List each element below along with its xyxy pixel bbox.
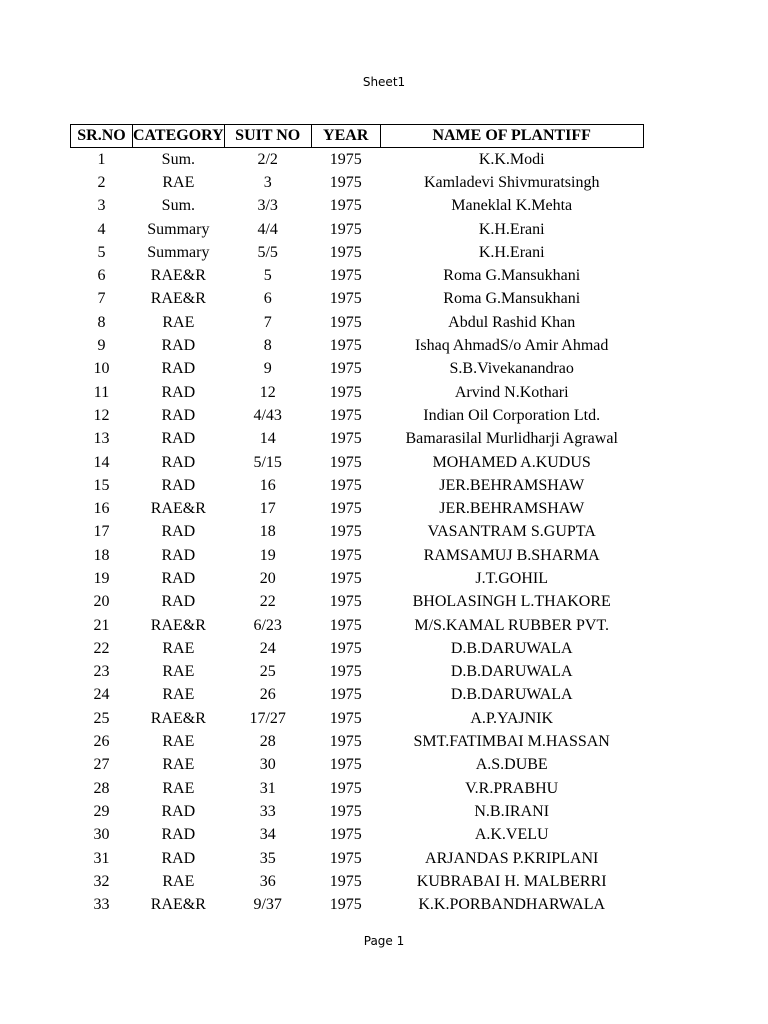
cell-category: RAD — [161, 360, 196, 378]
cell-plaintiff-name: D.B.DARUWALA — [450, 663, 573, 681]
cell-suit-no: 6/23 — [253, 616, 282, 634]
table-row — [71, 730, 644, 753]
cell-year: 1975 — [329, 872, 362, 890]
cell-category: Sum. — [161, 197, 196, 215]
cell-plaintiff-name: K.K.PORBANDHARWALA — [418, 896, 606, 914]
cell-suit-no: 3/3 — [257, 197, 278, 215]
table-row — [71, 311, 644, 334]
cell-plaintiff-name: Indian Oil Corporation Ltd. — [423, 406, 601, 424]
cell-plaintiff-name: A.S.DUBE — [475, 756, 548, 774]
cell-category: RAE&R — [150, 290, 206, 308]
cell-suit-no: 18 — [259, 523, 276, 541]
cell-plaintiff-name: Ishaq AhmadS/o Amir Ahmad — [415, 337, 609, 355]
cell-category: RAE — [162, 733, 195, 751]
cell-year: 1975 — [329, 453, 362, 471]
table-row — [71, 591, 644, 614]
cell-year: 1975 — [329, 546, 362, 564]
cell-year: 1975 — [329, 686, 362, 704]
cell-plaintiff-name: Roma G.Mansukhani — [443, 267, 581, 285]
cell-suit-no: 5/15 — [253, 453, 282, 471]
table-row — [71, 451, 644, 474]
cell-year: 1975 — [329, 779, 362, 797]
table-row — [71, 404, 644, 427]
cell-suit-no: 17/27 — [249, 709, 286, 727]
cell-year: 1975 — [329, 639, 362, 657]
cell-suit-no: 9 — [263, 360, 272, 378]
cell-plaintiff-name: D.B.DARUWALA — [450, 686, 573, 704]
cell-plaintiff-name: BHOLASINGH L.THAKORE — [412, 593, 611, 611]
cell-category: RAE&R — [150, 267, 206, 285]
cell-year: 1975 — [329, 756, 362, 774]
cell-category: RAD — [161, 453, 196, 471]
cell-sr-no: 24 — [93, 686, 110, 704]
cell-plaintiff-name: Roma G.Mansukhani — [443, 290, 581, 308]
table-row — [71, 288, 644, 311]
cell-category: RAE — [162, 756, 195, 774]
cell-sr-no: 10 — [93, 360, 110, 378]
cell-category: Sum. — [161, 150, 196, 168]
cell-suit-no: 4/4 — [257, 220, 278, 238]
cell-category: Summary — [147, 243, 210, 261]
cell-plaintiff-name: K.H.Erani — [478, 220, 545, 238]
cell-suit-no: 4/43 — [253, 406, 282, 424]
cell-year: 1975 — [329, 896, 362, 914]
cell-sr-no: 32 — [93, 872, 110, 890]
cell-plaintiff-name: Maneklal K.Mehta — [451, 197, 573, 215]
cell-sr-no: 4 — [97, 220, 106, 238]
table-row — [71, 521, 644, 544]
table-row — [71, 428, 644, 451]
cell-sr-no: 2 — [97, 173, 106, 191]
cell-suit-no: 2/2 — [257, 150, 278, 168]
cell-suit-no: 12 — [259, 383, 276, 401]
header-category: CATEGORY — [133, 125, 225, 148]
table-row — [71, 754, 644, 777]
cell-sr-no: 11 — [93, 383, 110, 401]
cell-sr-no: 9 — [97, 337, 106, 355]
cell-year: 1975 — [329, 406, 362, 424]
cell-suit-no: 35 — [259, 849, 276, 867]
cell-plaintiff-name: Arvind N.Kothari — [454, 383, 569, 401]
cell-sr-no: 27 — [93, 756, 110, 774]
cell-plaintiff-name: A.K.VELU — [474, 826, 549, 844]
cell-category: RAE — [162, 779, 195, 797]
cell-category: RAD — [161, 337, 196, 355]
cell-category: RAD — [161, 476, 196, 494]
plaintiff-table — [70, 124, 644, 917]
cell-sr-no: 3 — [97, 197, 106, 215]
table-row — [71, 800, 644, 823]
cell-sr-no: 21 — [93, 616, 110, 634]
cell-plaintiff-name: SMT.FATIMBAI M.HASSAN — [413, 733, 610, 751]
table-row — [71, 847, 644, 870]
table-row — [71, 894, 644, 917]
table-row — [71, 195, 644, 218]
cell-category: RAD — [161, 406, 196, 424]
cell-category: RAD — [161, 593, 196, 611]
cell-suit-no: 3 — [263, 173, 272, 191]
table-row — [71, 637, 644, 660]
header-year: YEAR — [311, 125, 380, 148]
cell-year: 1975 — [329, 173, 362, 191]
cell-suit-no: 7 — [263, 313, 272, 331]
cell-plaintiff-name: Abdul Rashid Khan — [448, 313, 576, 331]
cell-suit-no: 36 — [259, 872, 276, 890]
cell-year: 1975 — [329, 197, 362, 215]
cell-category: RAD — [161, 430, 196, 448]
cell-plaintiff-name: K.H.Erani — [478, 243, 545, 261]
table-row — [71, 707, 644, 730]
cell-category: RAE — [162, 686, 195, 704]
cell-sr-no: 12 — [93, 406, 110, 424]
cell-suit-no: 6 — [263, 290, 272, 308]
cell-sr-no: 20 — [93, 593, 110, 611]
table-row — [71, 661, 644, 684]
table-row — [71, 497, 644, 520]
table-row — [71, 264, 644, 287]
cell-year: 1975 — [329, 500, 362, 518]
cell-sr-no: 19 — [93, 569, 110, 587]
cell-plaintiff-name: D.B.DARUWALA — [450, 639, 573, 657]
cell-plaintiff-name: J.T.GOHIL — [475, 569, 548, 587]
cell-sr-no: 13 — [93, 430, 110, 448]
cell-year: 1975 — [329, 569, 362, 587]
sheet-title: Sheet1 — [362, 75, 406, 89]
cell-plaintiff-name: RAMSAMUJ B.SHARMA — [423, 546, 600, 564]
cell-year: 1975 — [329, 663, 362, 681]
cell-suit-no: 19 — [259, 546, 276, 564]
cell-plaintiff-name: A.P.YAJNIK — [470, 709, 554, 727]
cell-suit-no: 8 — [263, 337, 272, 355]
cell-category: RAE&R — [150, 896, 206, 914]
cell-suit-no: 5/5 — [257, 243, 278, 261]
cell-category: RAE — [162, 173, 195, 191]
cell-year: 1975 — [329, 267, 362, 285]
cell-sr-no: 33 — [93, 896, 110, 914]
cell-year: 1975 — [329, 150, 362, 168]
table-row — [71, 567, 644, 590]
cell-plaintiff-name: MOHAMED A.KUDUS — [432, 453, 591, 471]
cell-suit-no: 25 — [259, 663, 276, 681]
cell-category: RAD — [161, 523, 196, 541]
cell-category: RAD — [161, 546, 196, 564]
cell-category: RAD — [161, 802, 196, 820]
cell-year: 1975 — [329, 360, 362, 378]
cell-category: RAE — [162, 639, 195, 657]
cell-year: 1975 — [329, 476, 362, 494]
cell-sr-no: 25 — [93, 709, 110, 727]
cell-suit-no: 9/37 — [253, 896, 282, 914]
cell-suit-no: 14 — [259, 430, 276, 448]
cell-sr-no: 22 — [93, 639, 110, 657]
cell-plaintiff-name: ARJANDAS P.KRIPLANI — [425, 849, 599, 867]
cell-suit-no: 28 — [259, 733, 276, 751]
table-row — [71, 381, 644, 404]
table-row — [71, 241, 644, 264]
cell-year: 1975 — [329, 243, 362, 261]
cell-suit-no: 16 — [259, 476, 276, 494]
table-body — [71, 148, 644, 917]
table-row — [71, 474, 644, 497]
cell-suit-no: 5 — [263, 267, 272, 285]
cell-category: RAD — [161, 383, 196, 401]
table-row — [71, 684, 644, 707]
cell-category: RAE&R — [150, 500, 206, 518]
cell-suit-no: 20 — [259, 569, 276, 587]
cell-sr-no: 23 — [93, 663, 110, 681]
cell-plaintiff-name: S.B.Vivekanandrao — [449, 360, 574, 378]
cell-plaintiff-name: N.B.IRANI — [474, 802, 550, 820]
cell-year: 1975 — [329, 430, 362, 448]
cell-category: RAD — [161, 826, 196, 844]
table-row — [71, 544, 644, 567]
cell-sr-no: 5 — [97, 243, 106, 261]
cell-year: 1975 — [329, 826, 362, 844]
cell-suit-no: 24 — [259, 639, 276, 657]
table-row — [71, 334, 644, 357]
cell-sr-no: 7 — [97, 290, 106, 308]
cell-sr-no: 14 — [93, 453, 110, 471]
cell-sr-no: 31 — [93, 849, 110, 867]
cell-plaintiff-name: VASANTRAM S.GUPTA — [427, 523, 596, 541]
cell-sr-no: 8 — [97, 313, 106, 331]
table-row — [71, 870, 644, 893]
cell-plaintiff-name: Kamladevi Shivmuratsingh — [423, 173, 600, 191]
cell-sr-no: 15 — [93, 476, 110, 494]
cell-year: 1975 — [329, 220, 362, 238]
cell-suit-no: 30 — [259, 756, 276, 774]
cell-suit-no: 33 — [259, 802, 276, 820]
cell-category: Summary — [147, 220, 210, 238]
cell-sr-no: 30 — [93, 826, 110, 844]
cell-sr-no: 17 — [93, 523, 110, 541]
cell-year: 1975 — [329, 733, 362, 751]
header-suit-no: SUIT NO — [224, 125, 311, 148]
cell-sr-no: 29 — [93, 802, 110, 820]
page-footer: Page 1 — [363, 934, 405, 948]
cell-plaintiff-name: M/S.KAMAL RUBBER PVT. — [414, 616, 610, 634]
cell-category: RAD — [161, 849, 196, 867]
cell-category: RAD — [161, 569, 196, 587]
header-row — [71, 125, 644, 148]
header-sr-no: SR.NO — [71, 125, 133, 148]
cell-category: RAE&R — [150, 616, 206, 634]
table-row — [71, 777, 644, 800]
cell-category: RAE — [162, 872, 195, 890]
cell-category: RAE — [162, 663, 195, 681]
table-row — [71, 614, 644, 637]
cell-suit-no: 26 — [259, 686, 276, 704]
cell-year: 1975 — [329, 593, 362, 611]
cell-year: 1975 — [329, 337, 362, 355]
cell-year: 1975 — [329, 313, 362, 331]
cell-category: RAE&R — [150, 709, 206, 727]
cell-sr-no: 18 — [93, 546, 110, 564]
cell-suit-no: 34 — [259, 826, 276, 844]
cell-category: RAE — [162, 313, 195, 331]
cell-year: 1975 — [329, 802, 362, 820]
cell-sr-no: 28 — [93, 779, 110, 797]
cell-plaintiff-name: JER.BEHRAMSHAW — [439, 476, 585, 494]
table-row — [71, 148, 644, 172]
cell-plaintiff-name: JER.BEHRAMSHAW — [439, 500, 585, 518]
table-row — [71, 824, 644, 847]
cell-year: 1975 — [329, 290, 362, 308]
cell-suit-no: 17 — [259, 500, 276, 518]
cell-year: 1975 — [329, 616, 362, 634]
cell-plaintiff-name: KUBRABAI H. MALBERRI — [416, 872, 607, 890]
cell-suit-no: 31 — [259, 779, 276, 797]
table-row — [71, 358, 644, 381]
cell-suit-no: 22 — [259, 593, 276, 611]
cell-plaintiff-name: K.K.Modi — [478, 150, 545, 168]
cell-year: 1975 — [329, 849, 362, 867]
cell-year: 1975 — [329, 709, 362, 727]
cell-sr-no: 16 — [93, 500, 110, 518]
cell-plaintiff-name: Bamarasilal Murlidharji Agrawal — [405, 430, 618, 448]
cell-sr-no: 1 — [97, 150, 106, 168]
cell-year: 1975 — [329, 523, 362, 541]
table-row — [71, 171, 644, 194]
cell-plaintiff-name: V.R.PRABHU — [465, 779, 559, 797]
header-name-of-plaintiff: NAME OF PLANTIFF — [380, 125, 643, 148]
table-row — [71, 218, 644, 241]
cell-sr-no: 6 — [97, 267, 106, 285]
cell-year: 1975 — [329, 383, 362, 401]
cell-sr-no: 26 — [93, 733, 110, 751]
